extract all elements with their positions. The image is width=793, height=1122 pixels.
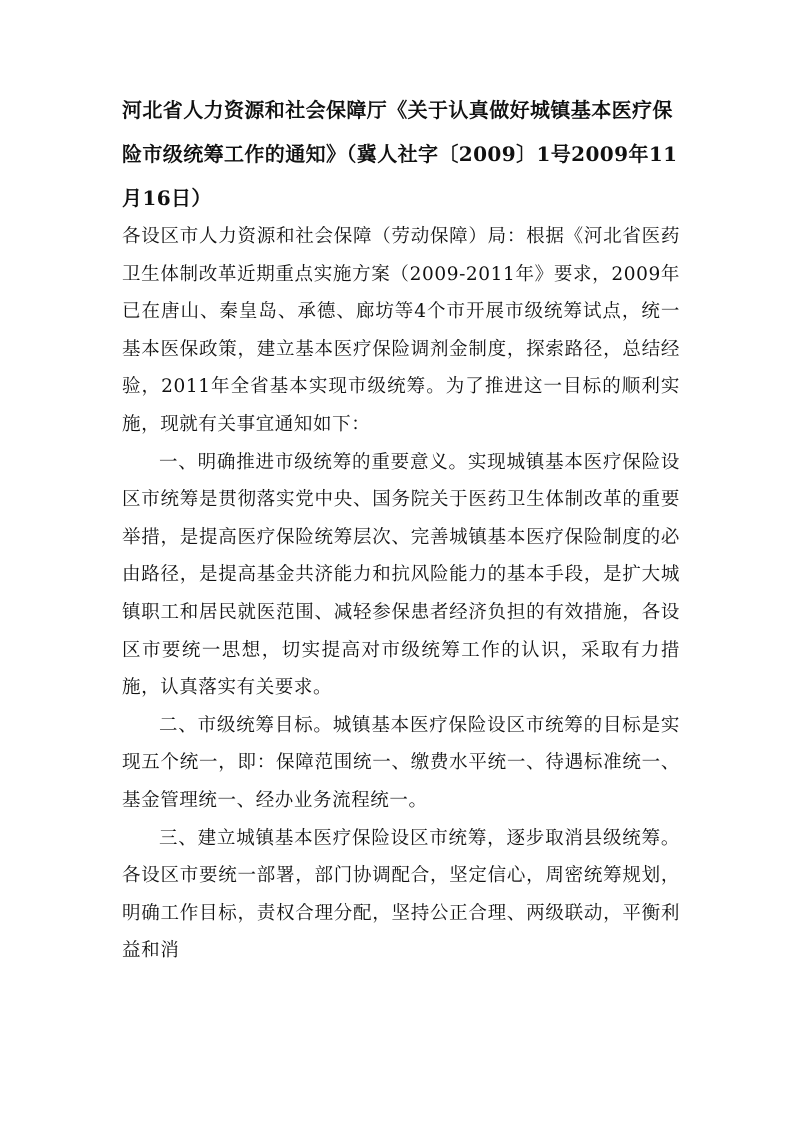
body-paragraph-3: 三、建立城镇基本医疗保险设区市统筹，逐步取消县级统筹。各设区市要统一部署，部门协调配合，坚定信心，周密统筹规划，明确工作目标，责权合理分配，坚持公正合理、两级联动，平衡利益和消: [122, 827, 680, 962]
document-body: [122, 218, 680, 970]
salutation-paragraph: 各设区市人力资源和社会保障（劳动保障）局：根据《河北省医药卫生体制改革近期重点实施方案（2009-2011年》要求，2009年已在唐山、秦皇岛、承德、廊坊等4个市开展市级统筹试点，统一基本医保政策，建立基本医疗保险调剂金制度，探索路径，总结经验，2011年全省基本实现市级统筹。为了推进这一目标的顺利实施，现就有关事宜通知如下：: [122, 226, 680, 435]
document-title: 河北省人力资源和社会保障厅《关于认真做好城镇基本医疗保险市级统筹工作的通知》（冀人社字〔2009〕1号2009年11月16日）: [122, 98, 678, 210]
body-paragraph-1: 一、明确推进市级统筹的重要意义。实现城镇基本医疗保险设区市统筹是贯彻落实党中央、国务院关于医药卫生体制改革的重要举措，是提高医疗保险统筹层次、完善城镇基本医疗保险制度的必由路径，是提高基金共济能力和抗风险能力的基本手段，是扩大城镇职工和居民就医范围、减轻参保患者经济负担的有效措施，各设区市要统一思想，切实提高对市级统筹工作的认识，采取有力措施，认真落实有关要求。: [122, 451, 680, 699]
body-paragraph-2: 二、市级统筹目标。城镇基本医疗保险设区市统筹的目标是实现五个统一，即：保障范围统一、缴费水平统一、待遇标准统一、基金管理统一、经办业务流程统一。: [122, 714, 680, 811]
